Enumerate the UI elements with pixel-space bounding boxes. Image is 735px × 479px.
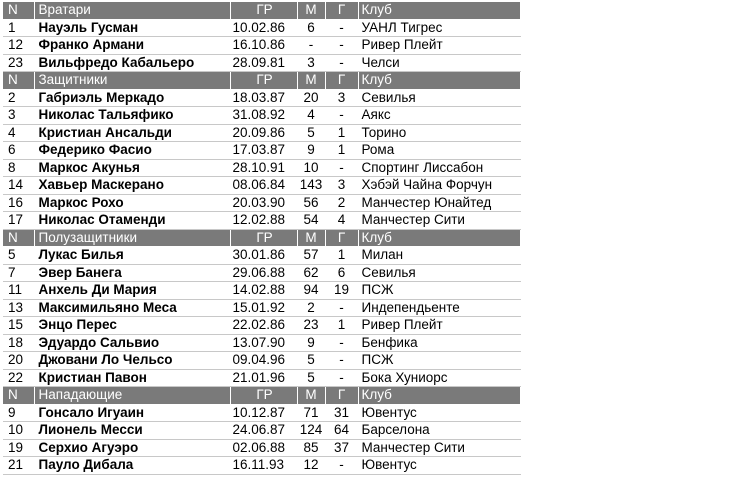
- header-cell-dob: ГР: [230, 2, 297, 19]
- player-dob-cell: 10.12.87: [230, 404, 297, 422]
- player-dob-cell: 20.03.90: [230, 194, 297, 212]
- player-row: [3, 317, 520, 335]
- player-club-cell: ПСЖ: [358, 282, 520, 300]
- player-goals-cell: 37: [325, 439, 358, 457]
- player-goals-cell: 1: [325, 247, 358, 265]
- player-club-cell: ПСЖ: [358, 352, 520, 370]
- player-name-cell: Маркос Акунья: [34, 159, 230, 177]
- player-row: [3, 282, 520, 300]
- player-dob-cell: 13.07.90: [230, 334, 297, 352]
- player-caps-cell: 12: [297, 457, 325, 475]
- player-name-cell: Николас Тальяфико: [34, 107, 230, 125]
- player-name-cell: Пауло Дибала: [34, 457, 230, 475]
- player-goals-cell: -: [325, 352, 358, 370]
- header-cell-goals: Г: [325, 72, 358, 90]
- header-cell-caps: М: [297, 72, 325, 90]
- header-cell-caps: М: [297, 387, 325, 405]
- player-name-cell: Габриэль Меркадо: [34, 89, 230, 107]
- player-row: [3, 334, 520, 352]
- player-club-cell: Манчестер Сити: [358, 439, 520, 457]
- player-goals-cell: -: [325, 159, 358, 177]
- player-caps-cell: 4: [297, 107, 325, 125]
- player-row: [3, 159, 520, 177]
- header-cell-goals: Г: [325, 387, 358, 405]
- player-name-cell: Маркос Рохо: [34, 194, 230, 212]
- player-name-cell: Вильфредо Кабальеро: [34, 54, 230, 72]
- player-num-cell: 10: [3, 422, 34, 440]
- player-row: [3, 264, 520, 282]
- player-dob-cell: 20.09.86: [230, 124, 297, 142]
- player-club-cell: Аякс: [358, 107, 520, 125]
- player-goals-cell: 64: [325, 422, 358, 440]
- player-club-cell: Барселона: [358, 422, 520, 440]
- player-club-cell: Спортинг Лиссабон: [358, 159, 520, 177]
- header-cell-club: Клуб: [358, 387, 520, 405]
- section-header-row: [3, 229, 520, 247]
- player-row: [3, 177, 520, 195]
- player-dob-cell: 16.11.93: [230, 457, 297, 475]
- player-dob-cell: 12.02.88: [230, 212, 297, 230]
- player-club-cell: Рома: [358, 142, 520, 160]
- header-cell-caps: М: [297, 2, 325, 19]
- player-row: [3, 19, 520, 37]
- player-dob-cell: 24.06.87: [230, 422, 297, 440]
- player-goals-cell: -: [325, 54, 358, 72]
- player-caps-cell: 85: [297, 439, 325, 457]
- player-goals-cell: 3: [325, 89, 358, 107]
- player-club-cell: Ювентус: [358, 457, 520, 475]
- player-num-cell: 18: [3, 334, 34, 352]
- header-cell-name: Полузащитники: [34, 229, 230, 247]
- player-goals-cell: -: [325, 107, 358, 125]
- header-cell-dob: ГР: [230, 72, 297, 90]
- player-club-cell: Милан: [358, 247, 520, 265]
- player-num-cell: 14: [3, 177, 34, 195]
- player-club-cell: Манчестер Юнайтед: [358, 194, 520, 212]
- player-caps-cell: 6: [297, 19, 325, 37]
- player-goals-cell: 3: [325, 177, 358, 195]
- player-name-cell: Джовани Ло Чельсо: [34, 352, 230, 370]
- player-caps-cell: 94: [297, 282, 325, 300]
- player-num-cell: 6: [3, 142, 34, 160]
- player-caps-cell: 5: [297, 369, 325, 387]
- player-row: [3, 299, 520, 317]
- header-cell-caps: М: [297, 229, 325, 247]
- player-goals-cell: 1: [325, 317, 358, 335]
- header-cell-name: Вратари: [34, 2, 230, 19]
- player-row: [3, 107, 520, 125]
- player-club-cell: Ювентус: [358, 404, 520, 422]
- player-caps-cell: 124: [297, 422, 325, 440]
- player-num-cell: 15: [3, 317, 34, 335]
- player-goals-cell: 31: [325, 404, 358, 422]
- player-num-cell: 8: [3, 159, 34, 177]
- player-caps-cell: 23: [297, 317, 325, 335]
- player-name-cell: Николас Отаменди: [34, 212, 230, 230]
- header-cell-name: Нападающие: [34, 387, 230, 405]
- header-cell-club: Клуб: [358, 229, 520, 247]
- player-caps-cell: -: [297, 37, 325, 55]
- player-name-cell: Лукас Билья: [34, 247, 230, 265]
- player-row: [3, 37, 520, 55]
- player-name-cell: Эдуардо Сальвио: [34, 334, 230, 352]
- player-dob-cell: 18.03.87: [230, 89, 297, 107]
- player-dob-cell: 28.09.81: [230, 54, 297, 72]
- header-cell-num: N: [3, 229, 34, 247]
- player-num-cell: 22: [3, 369, 34, 387]
- player-row: [3, 194, 520, 212]
- player-dob-cell: 31.08.92: [230, 107, 297, 125]
- player-num-cell: 9: [3, 404, 34, 422]
- player-row: [3, 369, 520, 387]
- player-row: [3, 54, 520, 72]
- player-dob-cell: 10.02.86: [230, 19, 297, 37]
- player-goals-cell: -: [325, 299, 358, 317]
- player-goals-cell: -: [325, 334, 358, 352]
- player-goals-cell: 6: [325, 264, 358, 282]
- player-caps-cell: 20: [297, 89, 325, 107]
- player-num-cell: 19: [3, 439, 34, 457]
- player-name-cell: Хавьер Маскерано: [34, 177, 230, 195]
- player-num-cell: 21: [3, 457, 34, 475]
- player-num-cell: 7: [3, 264, 34, 282]
- player-goals-cell: -: [325, 19, 358, 37]
- player-num-cell: 12: [3, 37, 34, 55]
- player-num-cell: 3: [3, 107, 34, 125]
- player-goals-cell: 19: [325, 282, 358, 300]
- player-club-cell: Торино: [358, 124, 520, 142]
- player-name-cell: Франко Армани: [34, 37, 230, 55]
- player-dob-cell: 15.01.92: [230, 299, 297, 317]
- squad-table-body: [3, 2, 520, 474]
- player-name-cell: Максимильяно Меса: [34, 299, 230, 317]
- player-dob-cell: 30.01.86: [230, 247, 297, 265]
- player-name-cell: Гонсало Игуаин: [34, 404, 230, 422]
- player-caps-cell: 9: [297, 142, 325, 160]
- player-name-cell: Науэль Гусман: [34, 19, 230, 37]
- player-row: [3, 404, 520, 422]
- player-num-cell: 5: [3, 247, 34, 265]
- player-row: [3, 212, 520, 230]
- player-num-cell: 16: [3, 194, 34, 212]
- header-cell-num: N: [3, 387, 34, 405]
- player-club-cell: Ривер Плейт: [358, 317, 520, 335]
- player-caps-cell: 57: [297, 247, 325, 265]
- player-row: [3, 439, 520, 457]
- player-num-cell: 13: [3, 299, 34, 317]
- player-club-cell: Ривер Плейт: [358, 37, 520, 55]
- header-cell-dob: ГР: [230, 229, 297, 247]
- player-name-cell: Кристиан Павон: [34, 369, 230, 387]
- player-dob-cell: 29.06.88: [230, 264, 297, 282]
- player-club-cell: Бока Хуниорс: [358, 369, 520, 387]
- player-row: [3, 142, 520, 160]
- squad-table: [3, 2, 521, 475]
- header-cell-goals: Г: [325, 2, 358, 19]
- header-cell-club: Клуб: [358, 2, 520, 19]
- player-row: [3, 89, 520, 107]
- header-cell-dob: ГР: [230, 387, 297, 405]
- player-goals-cell: -: [325, 369, 358, 387]
- player-num-cell: 23: [3, 54, 34, 72]
- player-name-cell: Эвер Банега: [34, 264, 230, 282]
- player-row: [3, 352, 520, 370]
- player-caps-cell: 5: [297, 124, 325, 142]
- player-club-cell: Севилья: [358, 264, 520, 282]
- player-caps-cell: 54: [297, 212, 325, 230]
- player-caps-cell: 2: [297, 299, 325, 317]
- player-club-cell: Манчестер Сити: [358, 212, 520, 230]
- player-dob-cell: 02.06.88: [230, 439, 297, 457]
- player-caps-cell: 62: [297, 264, 325, 282]
- player-name-cell: Энцо Перес: [34, 317, 230, 335]
- player-goals-cell: 4: [325, 212, 358, 230]
- section-header-row: [3, 2, 520, 19]
- player-caps-cell: 56: [297, 194, 325, 212]
- player-caps-cell: 3: [297, 54, 325, 72]
- player-dob-cell: 28.10.91: [230, 159, 297, 177]
- player-dob-cell: 17.03.87: [230, 142, 297, 160]
- player-club-cell: Севилья: [358, 89, 520, 107]
- player-row: [3, 457, 520, 475]
- player-goals-cell: 2: [325, 194, 358, 212]
- player-name-cell: Кристиан Ансальди: [34, 124, 230, 142]
- header-cell-goals: Г: [325, 229, 358, 247]
- player-caps-cell: 143: [297, 177, 325, 195]
- player-dob-cell: 16.10.86: [230, 37, 297, 55]
- player-num-cell: 11: [3, 282, 34, 300]
- player-num-cell: 1: [3, 19, 34, 37]
- player-goals-cell: 1: [325, 124, 358, 142]
- player-dob-cell: 22.02.86: [230, 317, 297, 335]
- player-name-cell: Серхио Агуэро: [34, 439, 230, 457]
- player-name-cell: Лионель Месси: [34, 422, 230, 440]
- player-dob-cell: 21.01.96: [230, 369, 297, 387]
- header-cell-club: Клуб: [358, 72, 520, 90]
- player-num-cell: 4: [3, 124, 34, 142]
- player-club-cell: УАНЛ Тигрес: [358, 19, 520, 37]
- player-num-cell: 20: [3, 352, 34, 370]
- player-num-cell: 2: [3, 89, 34, 107]
- section-header-row: [3, 72, 520, 90]
- player-caps-cell: 71: [297, 404, 325, 422]
- player-row: [3, 422, 520, 440]
- player-num-cell: 17: [3, 212, 34, 230]
- player-name-cell: Анхель Ди Мария: [34, 282, 230, 300]
- section-header-row: [3, 387, 520, 405]
- player-club-cell: Челси: [358, 54, 520, 72]
- player-dob-cell: 08.06.84: [230, 177, 297, 195]
- player-caps-cell: 5: [297, 352, 325, 370]
- header-cell-num: N: [3, 2, 34, 19]
- player-caps-cell: 9: [297, 334, 325, 352]
- player-name-cell: Федерико Фасио: [34, 142, 230, 160]
- player-club-cell: Индепендьенте: [358, 299, 520, 317]
- player-club-cell: Бенфика: [358, 334, 520, 352]
- player-dob-cell: 14.02.88: [230, 282, 297, 300]
- header-cell-name: Защитники: [34, 72, 230, 90]
- player-goals-cell: -: [325, 457, 358, 475]
- header-cell-num: N: [3, 72, 34, 90]
- player-goals-cell: -: [325, 37, 358, 55]
- player-club-cell: Хэбэй Чайна Форчун: [358, 177, 520, 195]
- player-row: [3, 124, 520, 142]
- player-dob-cell: 09.04.96: [230, 352, 297, 370]
- player-row: [3, 247, 520, 265]
- player-caps-cell: 10: [297, 159, 325, 177]
- player-goals-cell: 1: [325, 142, 358, 160]
